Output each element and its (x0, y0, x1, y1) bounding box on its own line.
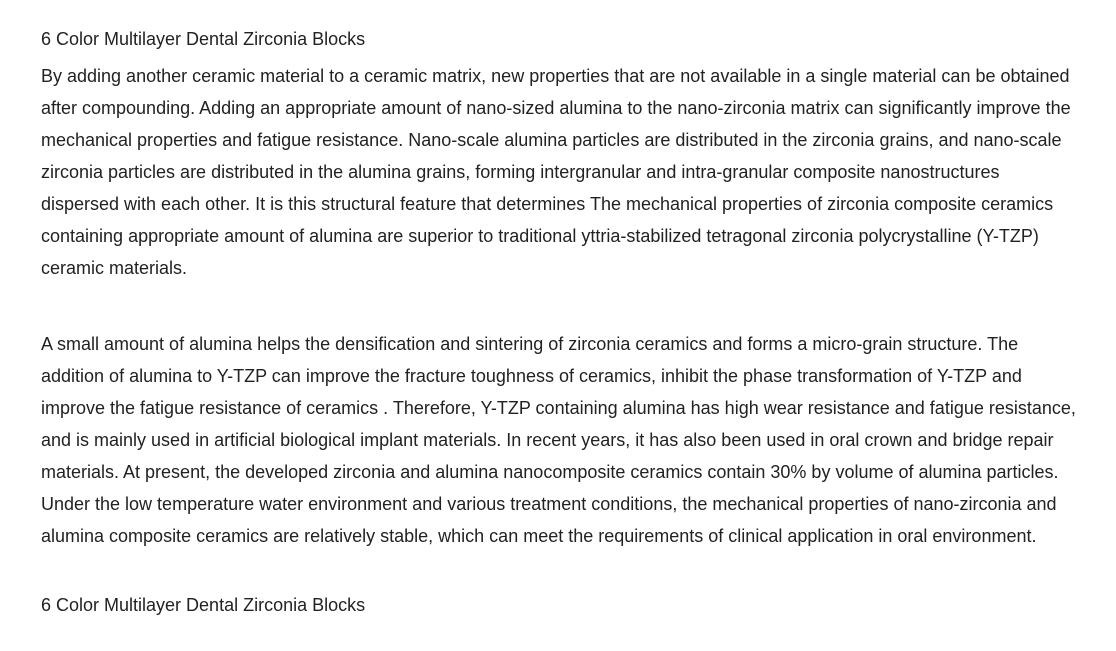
article-heading-top: 6 Color Multilayer Dental Zirconia Blocks (41, 29, 366, 49)
paragraph-alumina-composite-intro: By adding another ceramic material to a ceramic matrix, new properties that are not available in a single material can be obtained after compounding. Adding an appropriate amount of nano-sized alumina to the nano-zirconia matrix can significantly improve the mechanical properties and fatigue resistance. Nano-scale alumina particles are distributed in the zirconia grains, and nano-scale zirconia particles are distributed in the alumina grains, forming intergranular and intra-granular composite nanostructures dispersed with each other. It is this structural feature that determines The mechanical properties of zirconia composite ceramics containing appropriate amount of alumina are superior to traditional yttria-stabilized tetragonal zirconia polycrystalline (Y-TZP) ceramic materials. (41, 66, 1071, 278)
article-heading-bottom: 6 Color Multilayer Dental Zirconia Blocks (41, 595, 366, 615)
paragraph-alumina-ytzp-properties: A small amount of alumina helps the densification and sintering of zirconia ceramics and forms a micro-grain structure. The addition of alumina to Y-TZP can improve the fracture toughness of ceramics, inhibit the phase transformation of Y-TZP and improve the fatigue resistance of ceramics . Therefore, Y-TZP containing alumina has high wear resistance and fatigue resistance, and is mainly used in artificial biological implant materials. In recent years, it has also been used in oral crown and bridge repair materials. At present, the developed zirconia and alumina nanocomposite ceramics contain 30% by volume of alumina particles. Under the low temperature water environment and various treatment conditions, the mechanical properties of nano-zirconia and alumina composite ceramics are relatively stable, which can meet the requirements of clinical application in oral environment. (41, 334, 1076, 546)
